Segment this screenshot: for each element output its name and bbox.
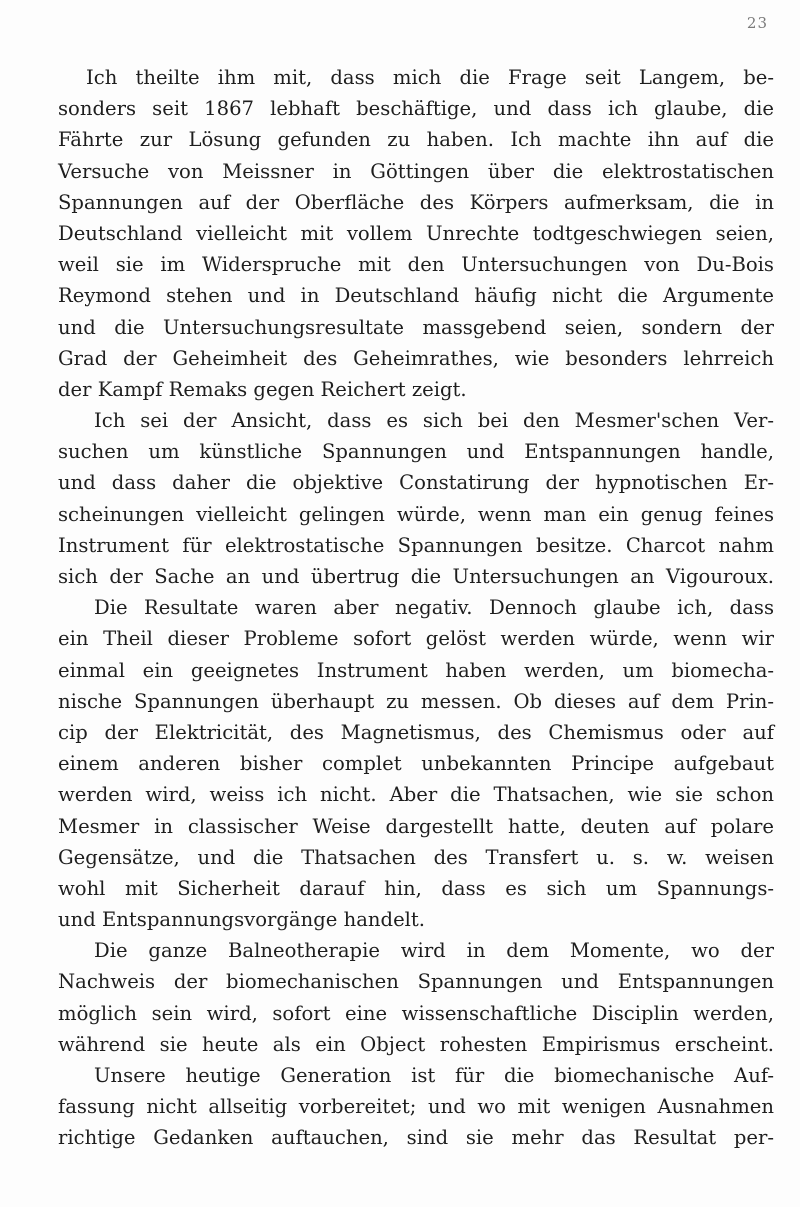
- text-line: werden wird, weiss ich nicht. Aber die Thatsachen, wie sie schon: [58, 783, 774, 807]
- text-line: möglich sein wird, sofort eine wissenschaftliche Disciplin werden,: [58, 1001, 774, 1025]
- text-line: wohl mit Sicherheit darauf hin, dass es sich um Spannungs-: [58, 876, 774, 900]
- text-line: Nachweis der biomechanischen Spannungen und Entspannungen: [58, 970, 774, 994]
- paragraph-5: [58, 1060, 774, 1154]
- text-line: während sie heute als ein Object rohesten Empirismus erscheint.: [58, 1032, 774, 1056]
- text-line: Ich theilte ihm mit, dass mich die Frage seit Langem, be-: [86, 66, 774, 89]
- text-line: Instrument für elektrostatische Spannungen besitze. Charcot nahm: [58, 533, 774, 557]
- text-line: einmal ein geeignetes Instrument haben werden, um biomecha-: [58, 658, 774, 682]
- text-line: nische Spannungen überhaupt zu messen. Ob dieses auf dem Prin-: [58, 689, 774, 713]
- text-line: Die Resultate waren aber negativ. Dennoch glaube ich, dass: [94, 596, 774, 620]
- text-line: Mesmer in classischer Weise dargestellt hatte, deuten auf polare: [58, 814, 774, 838]
- text-line: Gegensätze, und die Thatsachen des Transfert u. s. w. weisen: [58, 845, 774, 869]
- text-line: der Kampf Remaks gegen Reichert zeigt.: [58, 377, 467, 401]
- text-line: suchen um künstliche Spannungen und Entspannungen handle,: [58, 440, 774, 464]
- paragraph-1: [58, 62, 774, 405]
- text-line: scheinungen vielleicht gelingen würde, wenn man ein genug feines: [58, 502, 774, 526]
- paragraph-3: [58, 592, 774, 935]
- text-line: Grad der Geheimheit des Geheimrathes, wie besonders lehrreich: [58, 346, 774, 370]
- page-number: 23: [746, 14, 768, 32]
- text-line: Deutschland vielleicht mit vollem Unrechte todtgeschwiegen seien,: [58, 221, 774, 245]
- text-line: einem anderen bisher complet unbekannten Principe aufgebaut: [58, 752, 774, 776]
- text-line: Fährte zur Lösung gefunden zu haben. Ich machte ihn auf die: [58, 128, 774, 152]
- text-line: Ich sei der Ansicht, dass es sich bei den Mesmer'schen Ver-: [94, 409, 774, 433]
- text-line: sonders seit 1867 lebhaft beschäftige, und dass ich glaube, die: [58, 97, 774, 121]
- text-line: und dass daher die objektive Constatirung der hypnotischen Er-: [58, 471, 774, 495]
- text-line: und Entspannungsvorgänge handelt.: [58, 908, 426, 932]
- text-line: Spannungen auf der Oberfläche des Körpers aufmerksam, die in: [58, 190, 774, 214]
- text-line: ein Theil dieser Probleme sofort gelöst werden würde, wenn wir: [58, 627, 774, 651]
- paragraph-4: [58, 935, 774, 1060]
- text-line: und die Untersuchungsresultate massgebend seien, sondern der: [58, 315, 774, 339]
- text-line: richtige Gedanken auftauchen, sind sie mehr das Resultat per-: [58, 1126, 774, 1150]
- text-line: Reymond stehen und in Deutschland häufig nicht die Argumente: [58, 284, 774, 308]
- text-line: cip der Elektricität, des Magnetismus, des Chemismus oder auf: [58, 720, 774, 744]
- text-line: sich der Sache an und übertrug die Untersuchungen an Vigouroux.: [58, 565, 774, 588]
- paragraph-2: [58, 405, 774, 592]
- text-line: fassung nicht allseitig vorbereitet; und wo mit wenigen Ausnahmen: [58, 1095, 774, 1119]
- text-line: weil sie im Widerspruche mit den Untersuchungen von Du-Bois: [58, 253, 774, 277]
- text-line: Unsere heutige Generation ist für die biomechanische Auf-: [94, 1064, 774, 1087]
- text-line: Die ganze Balneotherapie wird in dem Momente, wo der: [94, 939, 774, 963]
- body-text: [58, 62, 774, 1154]
- text-line: Versuche von Meissner in Göttingen über die elektrostatischen: [58, 159, 774, 183]
